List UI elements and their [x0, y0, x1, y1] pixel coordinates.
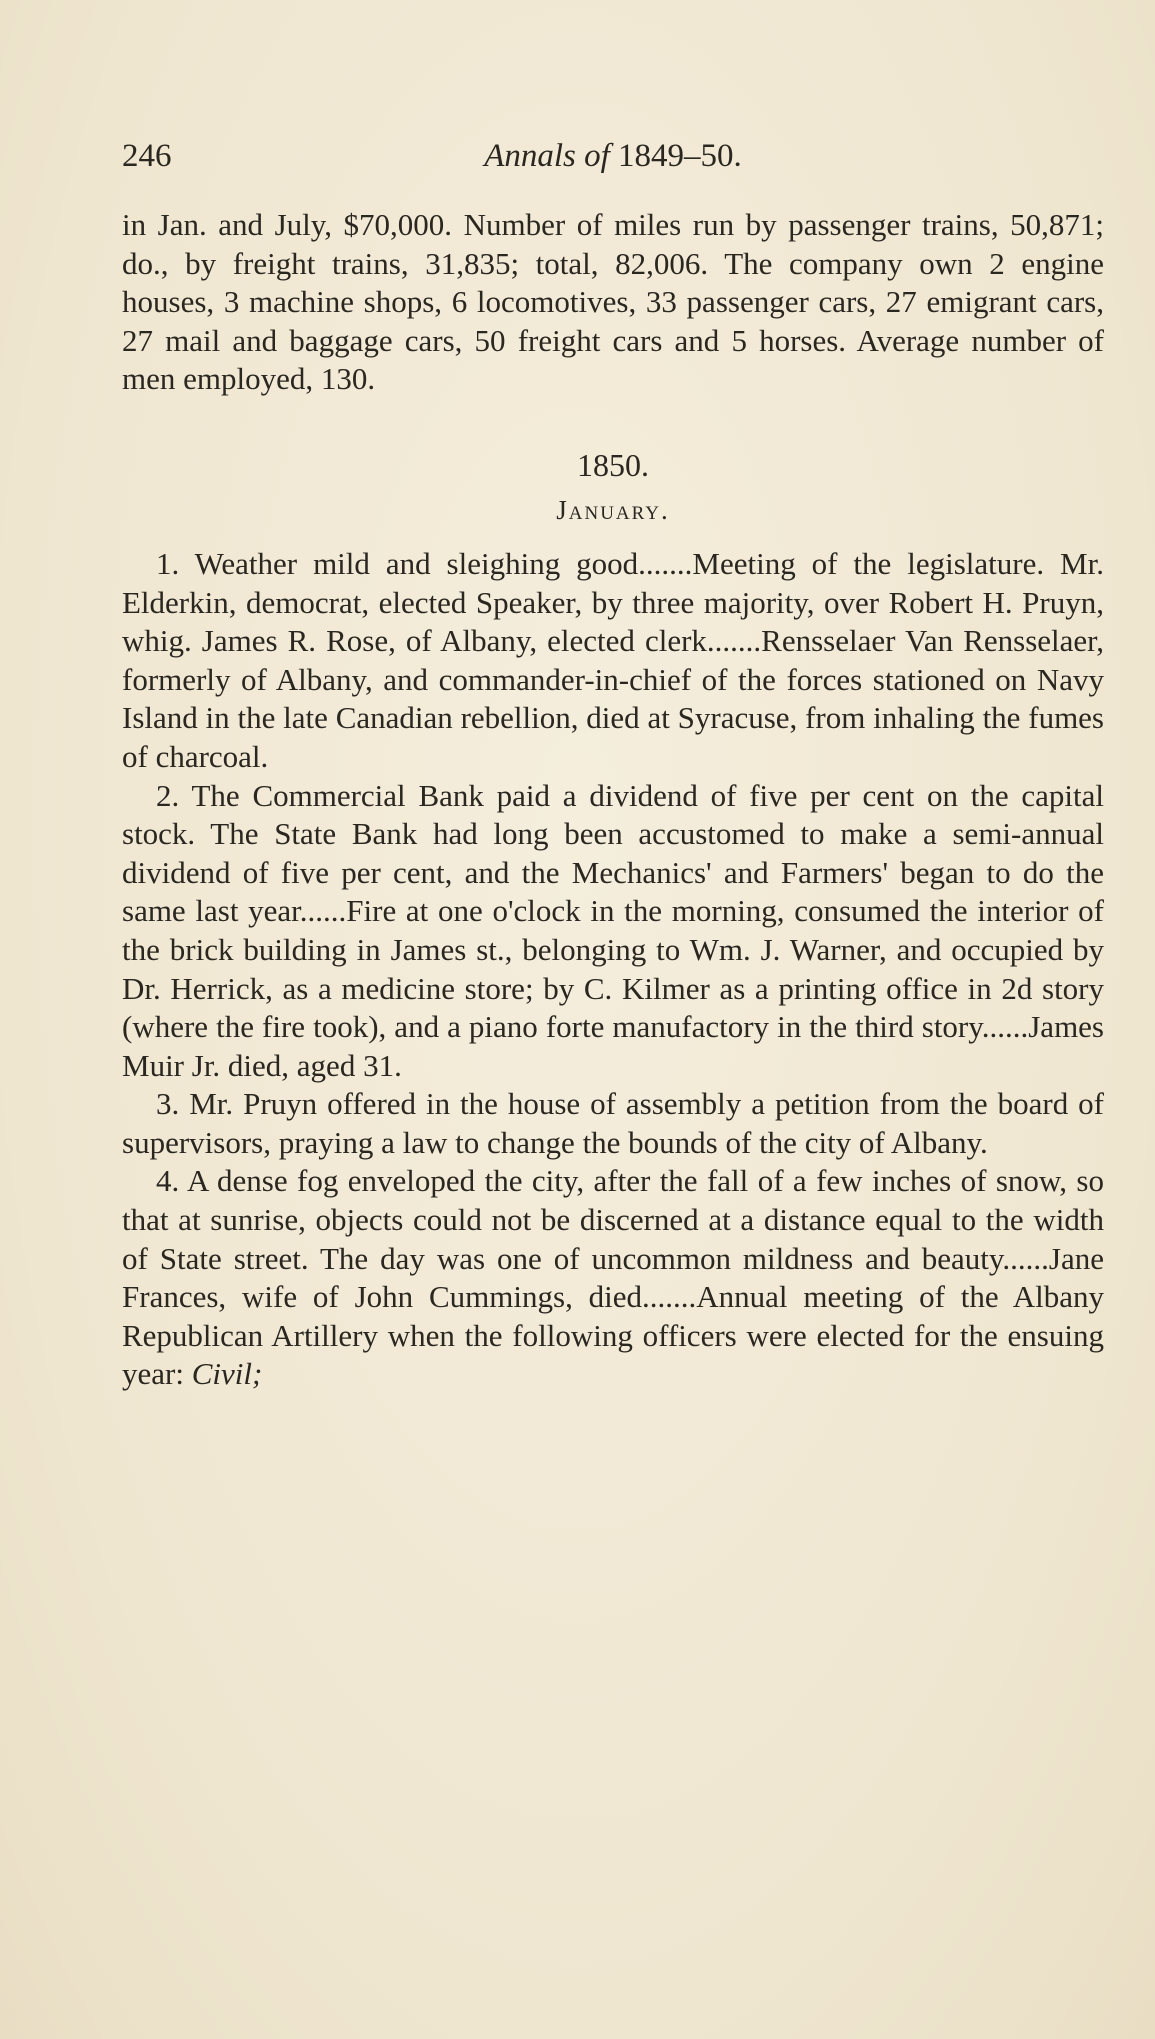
running-title-years: 1849–50.: [609, 138, 742, 174]
entry-3: 3. Mr. Pruyn offered in the house of assembly a petition from the board of supervisors, praying a law to change the bounds of the city of Albany.: [122, 1086, 1104, 1160]
entry-4-civil: Civil;: [183, 1356, 263, 1392]
month-heading: January.: [556, 494, 670, 525]
entry-2: 2. The Commercial Bank paid a dividend of five per cent on the capital stock. The State Bank had long been accustomed to make a semi-annual dividend of five per cent, and the Mechanics' and Farmers' began to do the same last year......Fire at one o'clock in the morning, consumed the interior of the brick building in James st., belonging to Wm. J. Warner, and occupied by Dr. Herrick, as a medicine store; by C. Kilmer as a printing office in 2d story (where the fire took), and a piano forte manufactory in the third story......James Muir Jr. died, aged 31.: [122, 777, 1104, 1083]
year-heading: 1850.: [577, 446, 649, 483]
running-title-italic: Annals of: [484, 138, 610, 174]
entry-4: [122, 1162, 1104, 1394]
page-number: 246: [122, 138, 172, 174]
opening-paragraph: in Jan. and July, $70,000. Number of miles run by passenger trains, 50,871; do., by freight trains, 31,835; total, 82,006. The company own 2 engine houses, 3 machine shops, 6 locomotives, 33 passenger cars, 27 emigrant cars, 27 mail and baggage cars, 50 freight cars and 5 horses. Average number of men employed, 130.: [122, 207, 1104, 397]
page-header: [122, 138, 1104, 182]
page-body: [122, 206, 1104, 1394]
entry-1: 1. Weather mild and sleighing good.......Meeting of the legislature. Mr. Elderkin, democrat, elected Speaker, by three majority, over Robert H. Pruyn, whig. James R. Rose, of Albany, elected clerk.......Rensselaer Van Rensselaer, formerly of Albany, and commander-in-chief of the forces stationed on Navy Island in the late Canadian rebellion, died at Syracuse, from inhaling the fumes of charcoal.: [122, 545, 1104, 774]
running-title: [122, 138, 1104, 175]
entry-4-text: 4. A dense fog enveloped the city, after the fall of a few inches of snow, so that at sunrise, objects could not be discerned at a distance equal to the width of State street. The day was one of uncommon mildness and beauty......Jane Frances, wife of John Cummings, died.......Annual meeting of the Albany Republican Artillery when the following officers were elected for the ensuing year:: [122, 1163, 1104, 1392]
